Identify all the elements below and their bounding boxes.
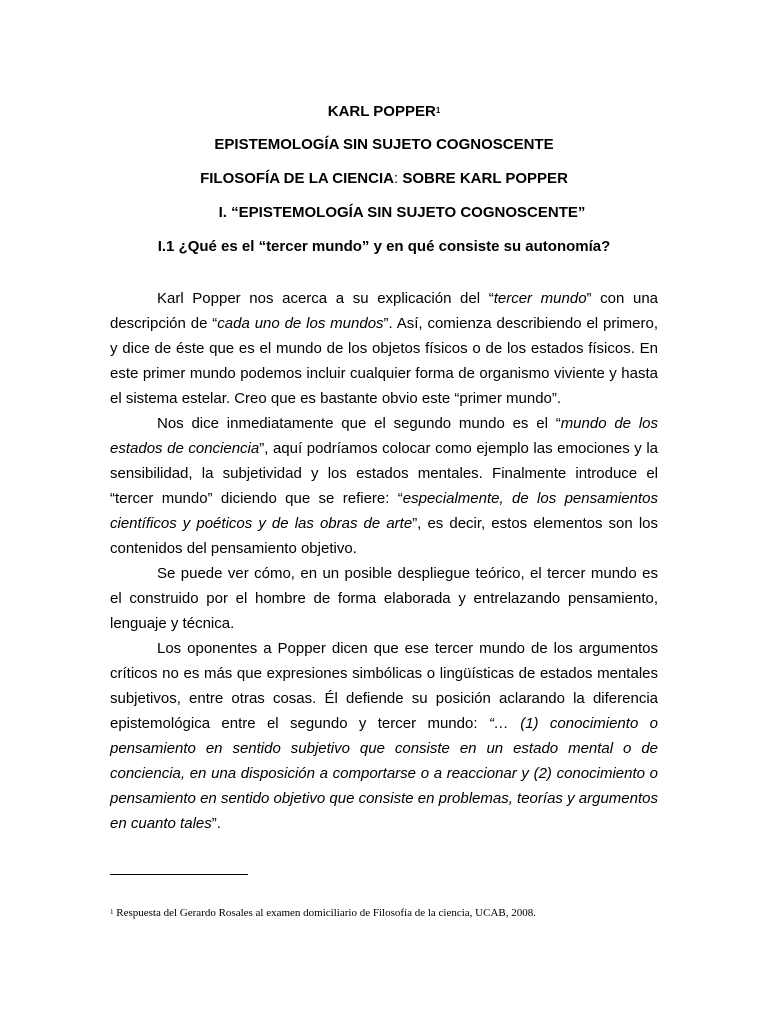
footnote-mark: 1	[110, 908, 114, 916]
paragraph-1-italic-b: cada uno de los mundos	[217, 315, 384, 332]
paragraph-3-text-a: Se puede ver cómo, en un posible despliegue teórico, el tercer mundo es el construido por el hombre de forma elaborada y entrelazando pensamiento, lenguaje y técnica.	[110, 565, 658, 632]
footnote	[110, 906, 536, 920]
paragraph-2-italic-a: mundo de los estados de conciencia	[110, 415, 658, 457]
paragraph-1	[110, 286, 658, 411]
paragraph-2-text-c: ”, es decir, estos elementos son los contenidos del pensamiento objetivo.	[110, 515, 658, 557]
paragraph-4-text-a: Los oponentes a Popper dicen que ese tercer mundo de los argumentos críticos no es más que expresiones simbólicas o lingüísticas de estados mentales subjetivos, entre otras cosas. Él defiende su posición aclarando la diferencia epistemológica entre el segundo y tercer mundo:	[110, 640, 658, 732]
paragraph-2-italic-b: especialmente, de los pensamientos científicos y poéticos y de las obras de arte	[110, 490, 658, 532]
paragraph-4-italic-a: “… (1) conocimiento o pensamiento en sentido subjetivo que consiste en un estado mental o de conciencia, en una disposición a comportarse o a reaccionar y (2) conocimiento o pensamiento en sentido objetivo que consiste en problemas, teorías y argumentos en cuanto tales	[110, 715, 658, 832]
document-title	[0, 103, 768, 121]
document-subtitle: EPISTEMOLOGÍA SIN SUJETO COGNOSCENTE	[214, 136, 554, 153]
paragraph-2	[110, 411, 658, 561]
paragraph-4-text-b: ”.	[211, 815, 221, 832]
footnote-text: Respuesta del Gerardo Rosales al examen domiciliario de Filosofía de la ciencia, UCAB, 2008.	[113, 907, 536, 919]
course-line-part3: SOBRE KARL POPPER	[402, 170, 568, 187]
body-text	[110, 286, 658, 836]
paragraph-1-text-a: Karl Popper nos acerca a su explicación del “	[157, 290, 494, 307]
paragraph-1-italic-a: tercer mundo	[493, 290, 587, 307]
paragraph-3	[110, 561, 658, 636]
document-title-text: KARL POPPER	[327, 103, 436, 120]
course-line-part1: FILOSOFÍA DE LA CIENCIA	[200, 170, 394, 187]
paragraph-2-text-b: ”, aquí podríamos colocar como ejemplo las emociones y la sensibilidad, la subjetividad y los estados mentales. Finalmente introduce el “tercer mundo” diciendo que se refiere: “	[110, 440, 658, 507]
course-line-separator: :	[393, 170, 403, 187]
footnote-separator	[110, 874, 248, 875]
paragraph-1-text-c: ”. Así, comienza describiendo el primero, y dice de éste que es el mundo de los objetos físicos o de los estados físicos. En este primer mundo podemos incluir cualquier forma de organismo viviente y hasta el sistema estelar. Creo que es bastante obvio este “primer mundo”.	[110, 315, 659, 407]
paragraph-1-text-b: ” con una descripción de “	[110, 290, 659, 332]
paragraph-2-text-a: Nos dice inmediatamente que el segundo mundo es el “	[157, 415, 561, 432]
section-heading: I. “EPISTEMOLOGÍA SIN SUJETO COGNOSCENTE”	[218, 204, 586, 221]
paragraph-4	[110, 636, 658, 836]
course-line	[0, 170, 768, 188]
subsection-heading: I.1 ¿Qué es el “tercer mundo” y en qué consiste su autonomía?	[157, 238, 611, 255]
title-footnote-mark: 1	[435, 106, 441, 115]
